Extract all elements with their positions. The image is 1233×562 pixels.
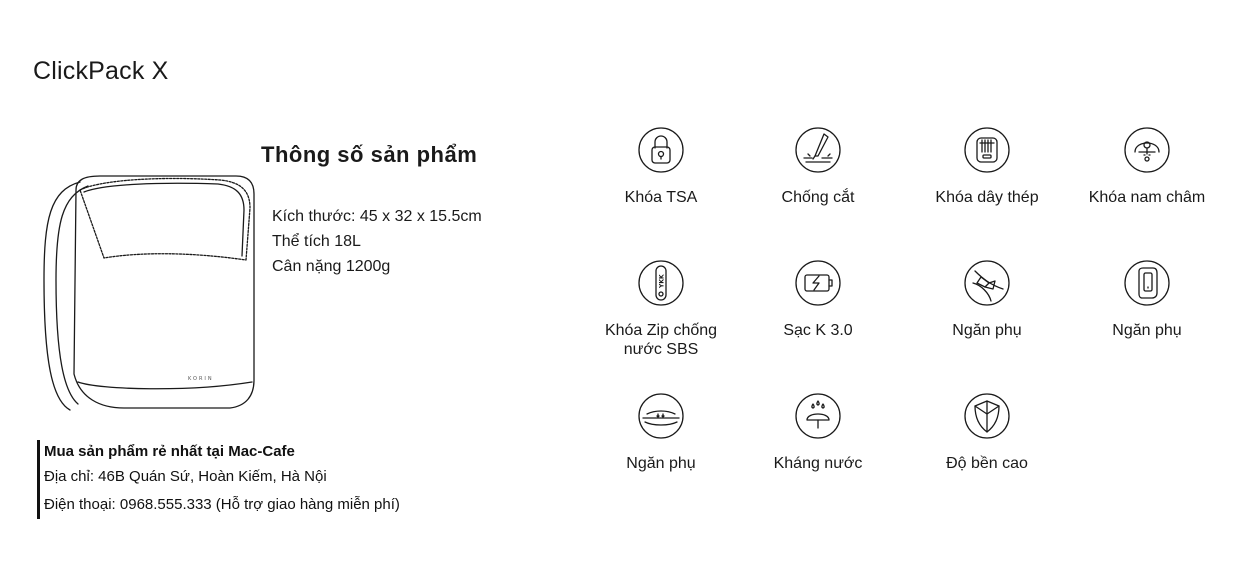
feature-water-resistant [743, 392, 893, 473]
feature-side-pocket-hand [912, 259, 1062, 340]
padlock-icon [637, 126, 685, 174]
shop-address: Địa chỉ: 46B Quán Sứ, Hoàn Kiếm, Hà Nội [44, 468, 327, 485]
battery-charge-icon [794, 259, 842, 307]
spec-list [272, 204, 482, 279]
ykk-zipper-icon [637, 259, 685, 307]
phone-pocket-icon [1123, 259, 1171, 307]
feature-label: Kháng nước [773, 455, 863, 472]
bottom-pocket-icon [637, 392, 685, 440]
feature-ykk-zipper [586, 259, 736, 359]
feature-magnetic-lock [1072, 126, 1222, 207]
feature-label: Ngăn phụ [1112, 322, 1182, 339]
backpack-image [40, 160, 270, 440]
feature-label: Độ bền cao [946, 455, 1028, 472]
spec-weight: Cân nặng 1200g [272, 258, 391, 275]
feature-label: Khóa TSA [624, 189, 698, 206]
feature-label: Ngăn phụ [952, 322, 1022, 339]
feature-steel-cable-lock [912, 126, 1062, 207]
magnetic-lock-icon [1123, 126, 1171, 174]
spec-size: Kích thước: 45 x 32 x 15.5cm [272, 208, 482, 225]
feature-label: Ngăn phụ [626, 455, 696, 472]
shop-title: Mua sản phẩm rẻ nhất tại Mac-Cafe [44, 443, 295, 460]
feature-cut-resistant [743, 126, 893, 207]
hand-pocket-icon [963, 259, 1011, 307]
feature-label: Sạc K 3.0 [783, 322, 853, 339]
feature-label: Khóa Zip chống nước SBS [604, 322, 718, 358]
shop-phone: Điện thoại: 0968.555.333 (Hỗ trợ giao hàng miễn phí) [44, 496, 400, 513]
svg-text:YKK: YKK [658, 274, 666, 288]
water-resistant-icon [794, 392, 842, 440]
bag-logo-text: KORIN [188, 376, 214, 382]
feature-charging [743, 259, 893, 340]
shield-icon [963, 392, 1011, 440]
feature-durable [912, 392, 1062, 473]
feature-label: Khóa nam châm [1088, 189, 1206, 206]
spec-volume: Thể tích 18L [272, 233, 361, 250]
feature-label: Chống cắt [781, 189, 855, 206]
steel-cable-lock-icon [963, 126, 1011, 174]
product-title: ClickPack X [33, 57, 169, 85]
shop-info [37, 440, 400, 519]
feature-bottom-pocket [586, 392, 736, 473]
knife-cut-icon [794, 126, 842, 174]
feature-side-pocket-phone [1072, 259, 1222, 340]
feature-tsa-lock [586, 126, 736, 207]
feature-label: Khóa dây thép [935, 189, 1039, 206]
spec-heading: Thông số sản phẩm [261, 142, 478, 167]
